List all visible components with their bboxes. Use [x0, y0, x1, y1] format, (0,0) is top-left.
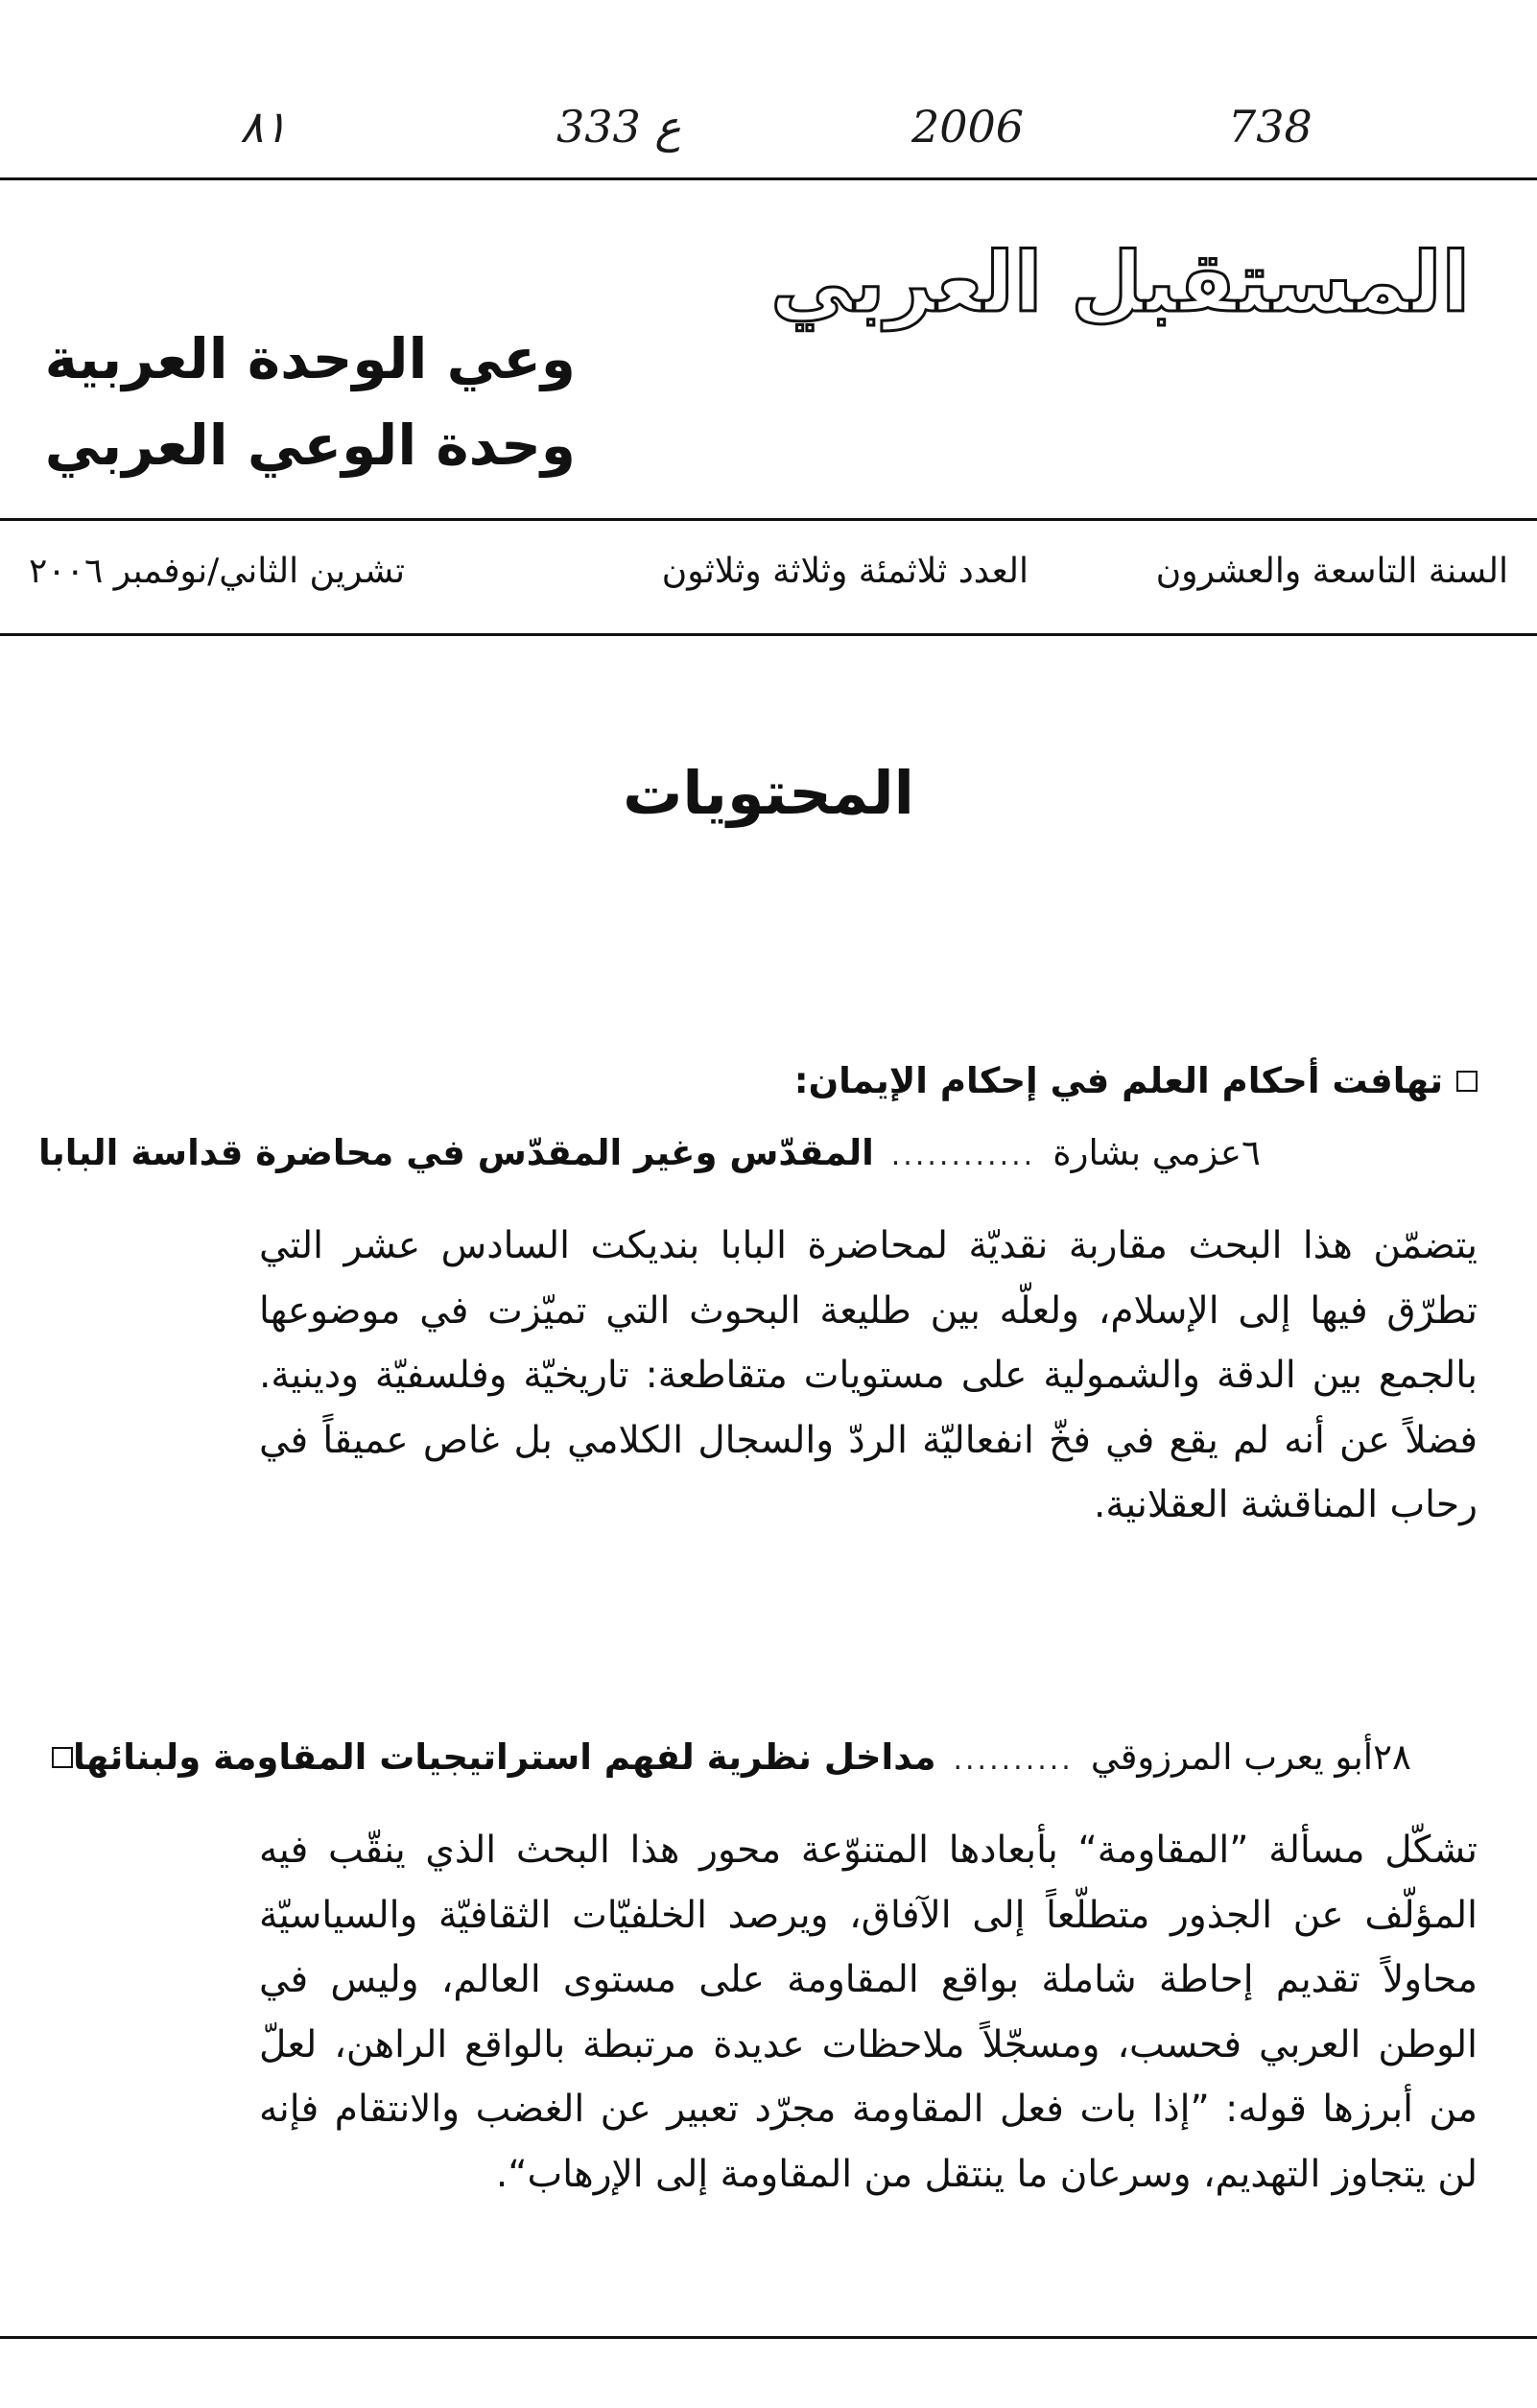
- entry-1[interactable]: [38, 1132, 1478, 1173]
- issue-rule: [0, 633, 1537, 636]
- handwritten-note-1: ٨١: [240, 101, 288, 153]
- checkbox-icon: [1456, 1071, 1478, 1092]
- entry-1-leader-dots: ............: [890, 1139, 1036, 1172]
- entry-1-abstract: يتضمّن هذا البحث مقاربة نقديّة لمحاضرة البابا بنديكت السادس عشر التي تطرّق فيها إلى الإسلام، ولعلّه بين طليعة البحوث التي تميّزت في موضوعها بالجمع بين الدقة والشمولية على مستويات متقاطعة: تاريخيّة وفلسفيّة ودينية. فضلاً عن أنه لم يقع في فخّ انفعاليّة الردّ والسجال الكلامي بل غاص عميقاً في رحاب المناقشة العقلانية.: [259, 1224, 1478, 1526]
- masthead-rule: [0, 518, 1537, 521]
- handwritten-note-3: 2006: [911, 101, 1025, 153]
- issue-year: السنة التاسعة والعشرون: [1155, 552, 1508, 591]
- journal-logo: المستقبل العربي: [770, 235, 1470, 331]
- issue-date: تشرين الثاني/نوفمبر ٢٠٠٦: [29, 552, 405, 591]
- handwritten-note-2: 333 ع: [556, 101, 681, 153]
- entry-2-author: أبو يعرب المرزوقي: [1090, 1736, 1374, 1778]
- entry-2-abstract: تشكّل مسألة ”المقاومة“ بأبعادها المتنوّعة محور هذا البحث الذي ينقّب فيه المؤلّف عن الجذور متطلّعاً إلى الآفاق، ويرصد الخلفيّات الثقافيّة والسياسيّة محاولاً تقديم إحاطة شاملة بواقع المقاومة على مستوى العالم، وليس في الوطن العربي فحسب، ومسجّلاً ملاحظات عديدة مرتبطة بالواقع الراهن، لعلّ من أبرزها قوله: ”إذا بات فعل المقاومة مجرّد تعبير عن الغضب والانتقام فإنه لن يتجاوز التهديم، وسرعان ما ينتقل من المقاومة إلى الإرهاب“.: [259, 1829, 1478, 2196]
- entry-2-page: ٢٨: [1373, 1736, 1411, 1778]
- handwritten-note-4: 738: [1228, 101, 1312, 153]
- motto-line-1: وعي الوحدة العربية: [44, 326, 576, 391]
- checkbox-icon: [52, 1747, 73, 1768]
- entry-1-title: المقدّس وغير المقدّس في محاضرة قداسة البابا: [38, 1132, 874, 1173]
- section-1-heading-text: تهافت أحكام العلم في إحكام الإيمان:: [793, 1060, 1443, 1101]
- bottom-rule: [0, 2336, 1537, 2339]
- motto-line-2: وحدة الوعي العربي: [44, 413, 576, 478]
- entry-2-leader-dots: ..........: [953, 1743, 1074, 1777]
- entry-2[interactable]: [38, 1736, 1478, 1778]
- entry-2-title: مداخل نظرية لفهم استراتيجيات المقاومة ولبنائها: [73, 1736, 936, 1778]
- issue-number: العدد ثلاثمئة وثلاثة وثلاثون: [661, 552, 1029, 591]
- section-1-heading: [794, 1060, 1478, 1101]
- entry-1-author: عزمي بشارة: [1052, 1132, 1241, 1173]
- contents-title: المحتويات: [623, 758, 914, 828]
- entry-1-page: ٦: [1241, 1132, 1261, 1173]
- top-rule: [0, 177, 1537, 180]
